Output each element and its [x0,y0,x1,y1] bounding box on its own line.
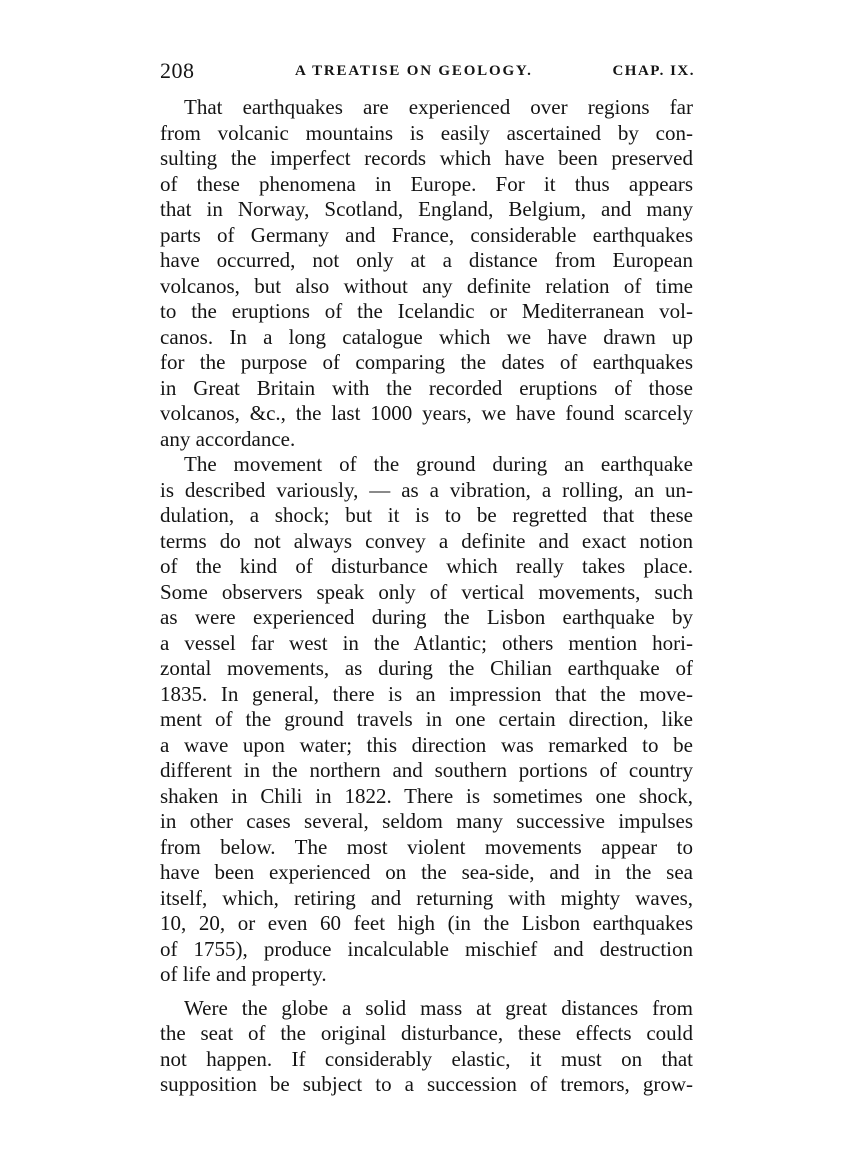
text-line: in other cases several, seldom many successive impulses [160,809,693,833]
text-line: 1835. In general, there is an impression that the move- [160,681,693,706]
text-line: from volcanic mountains is easily ascertained by con- [160,120,693,145]
text-line: in Great Britain with the recorded eruptions of those [160,375,693,400]
text-line: from below. The most violent movements appear to [160,834,693,859]
text-line: not happen. If considerably elastic, it must on that [160,1046,693,1071]
text-line: supposition be subject to a succession of tremors, grow- [160,1072,693,1096]
text-line: The movement of the ground during an earthquake [184,452,693,476]
text-line: is described variously, — as a vibration, a rolling, an un- [160,477,693,502]
text-line: volcanos, &c., the last 1000 years, we have found scarcely [160,401,693,425]
running-title: A TREATISE ON GEOLOGY. [295,63,533,79]
text-line: have occurred, not only at a distance from European [160,248,693,272]
body-text [160,95,693,1098]
text-line: itself, which, retiring and returning with mighty waves, [160,885,693,910]
text-line: for the purpose of comparing the dates of earthquakes [160,350,693,374]
text-line: Were the globe a solid mass at great distances from [184,995,693,1020]
text-line: shaken in Chili in 1822. There is sometimes one shock, [160,783,693,808]
text-line: ment of the ground travels in one certain direction, like [160,707,693,731]
text-line: dulation, a shock; but it is to be regretted that these [160,503,693,527]
text-line: of 1755), produce incalculable mischief and destruction [160,936,693,961]
text-line: of life and property. [160,962,327,986]
text-line: zontal movements, as during the Chilian earthquake of [160,656,693,680]
text-line: 10, 20, or even 60 feet high (in the Lisbon earthquakes [160,911,693,935]
text-line: as were experienced during the Lisbon earthquake by [160,605,693,629]
text-line: different in the northern and southern portions of country [160,758,693,782]
text-line: a wave upon water; this direction was remarked to be [160,732,693,757]
text-line: have been experienced on the sea-side, and in the sea [160,860,693,884]
text-line: Some observers speak only of vertical movements, such [160,579,693,604]
text-line: That earthquakes are experienced over regions far [184,95,693,119]
text-line: canos. In a long catalogue which we have drawn up [160,324,693,349]
text-line: any accordance. [160,426,296,451]
chapter-label: CHAP. IX. [612,63,695,79]
text-line: sulting the imperfect records which have been preserved [160,146,693,170]
text-line: that in Norway, Scotland, England, Belgium, and many [160,197,693,221]
text-line: terms do not always convey a definite and exact notion [160,528,693,553]
page-number: 208 [160,58,195,83]
text-line: the seat of the original disturbance, these effects could [160,1021,693,1045]
text-line: of these phenomena in Europe. For it thus appears [160,171,693,196]
text-line: of the kind of disturbance which really takes place. [160,554,693,578]
text-line: a vessel far west in the Atlantic; others mention hori- [160,630,693,655]
text-line: volcanos, but also without any definite relation of time [160,273,693,298]
text-line: to the eruptions of the Icelandic or Mediterranean vol- [160,299,693,323]
running-head [160,58,695,88]
text-line: parts of Germany and France, considerable earthquakes [160,222,693,247]
